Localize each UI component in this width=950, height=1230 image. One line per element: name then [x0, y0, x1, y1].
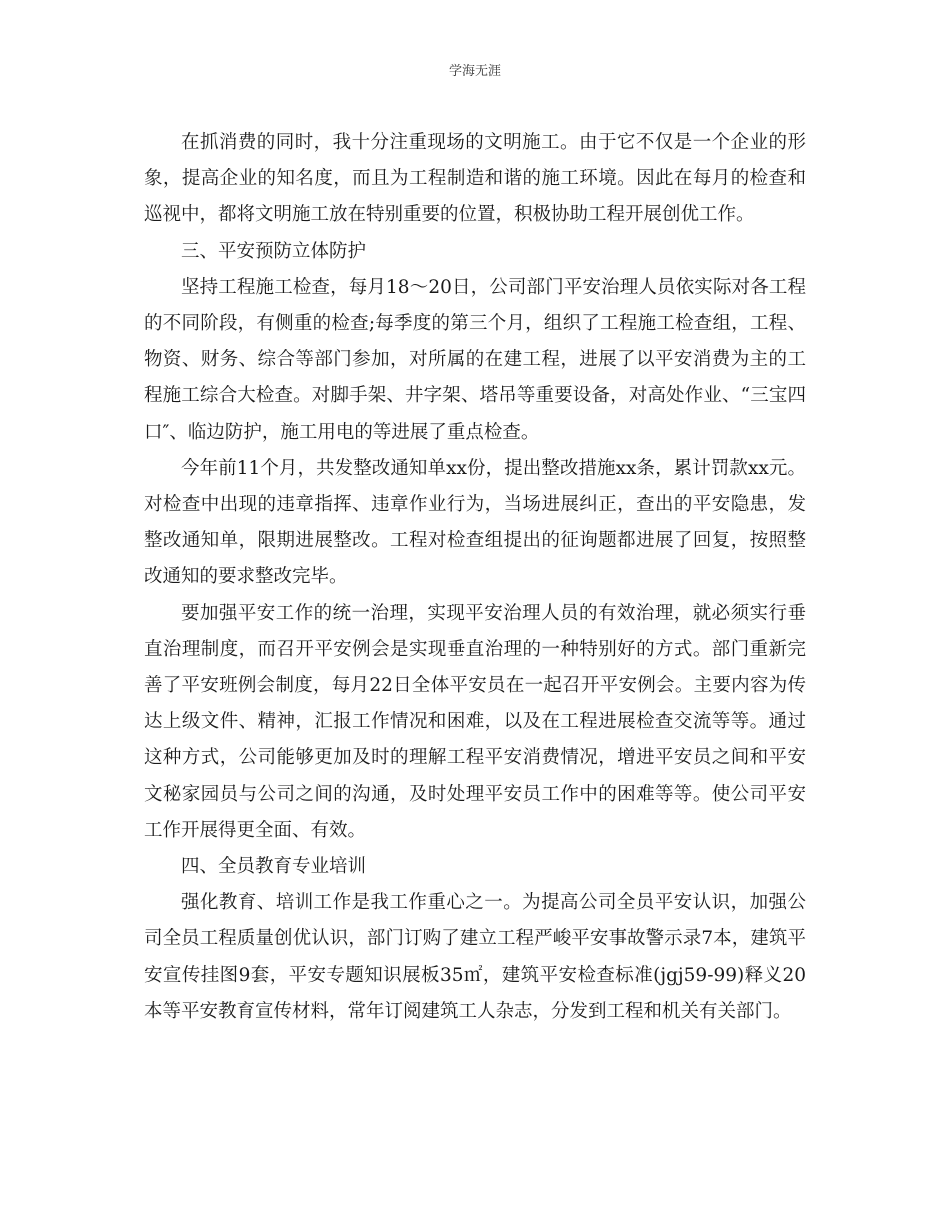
paragraph-rectification-notices: 今年前11个月，共发整改通知单xx份，提出整改措施xx条，累计罚款xx元。对检查中出现的违章指挥、违章作业行为，当场进展纠正，查出的平安隐患，发整改通知单，限期进展整改。工程对检查组提出的征询题都进展了回复，按照整改通知的要求整改完毕。	[144, 457, 806, 588]
section-heading-safety-prevention: 三、平安预防立体防护	[181, 240, 367, 262]
section-heading-staff-education: 四、全员教育专业培训	[181, 856, 367, 878]
paragraph-construction-inspection: 坚持工程施工检查，每月18～20日，公司部门平安治理人员依实际对各工程的不同阶段，有侧重的检查;每季度的第三个月，组织了工程施工检查组，工程、物资、财务、综合等部门参加，对所属的在建工程，进展了以平安消费为主的工程施工综合大检查。对脚手架、井字架、塔吊等重要设备，对高处作业、“三宝四口″、临边防护，施工用电的等进展了重点检查。	[144, 276, 806, 443]
page-header: 学海无涯	[448, 64, 501, 79]
paragraph-training-materials: 强化教育、培训工作是我工作重心之一。为提高公司全员平安认识，加强公司全员工程质量创优认识，部门订购了建立工程严峻平安事故警示录7本，建筑平安宣传挂图9套，平安专题知识展板35㎡，建筑平安检查标准(jgj59-99)释义20本等平安教育宣传材料，常年订阅建筑工人杂志，分发到工程和机关有关部门。	[144, 892, 806, 1022]
paragraph-civilized-construction: 在抓消费的同时，我十分注重现场的文明施工。由于它不仅是一个企业的形象，提高企业的知名度，而且为工程制造和谐的施工环境。因此在每月的检查和巡视中，都将文明施工放在特别重要的位置，积极协助工程开展创优工作。	[144, 132, 806, 226]
paragraph-safety-meetings: 要加强平安工作的统一治理，实现平安治理人员的有效治理，就必须实行垂直治理制度，而召开平安例会是实现垂直治理的一种特别好的方式。部门重新完善了平安班例会制度，每月22日全体平安员在一起召开平安例会。主要内容为传达上级文件、精神，汇报工作情况和困难，以及在工程进展检查交流等等。通过这种方式，公司能够更加及时的理解工程平安消费情况，增进平安员之间和平安文秘家园员与公司之间的沟通，及时处理平安员工作中的困难等等。使公司平安工作开展得更全面、有效。	[144, 602, 806, 841]
document-body	[144, 125, 806, 1030]
